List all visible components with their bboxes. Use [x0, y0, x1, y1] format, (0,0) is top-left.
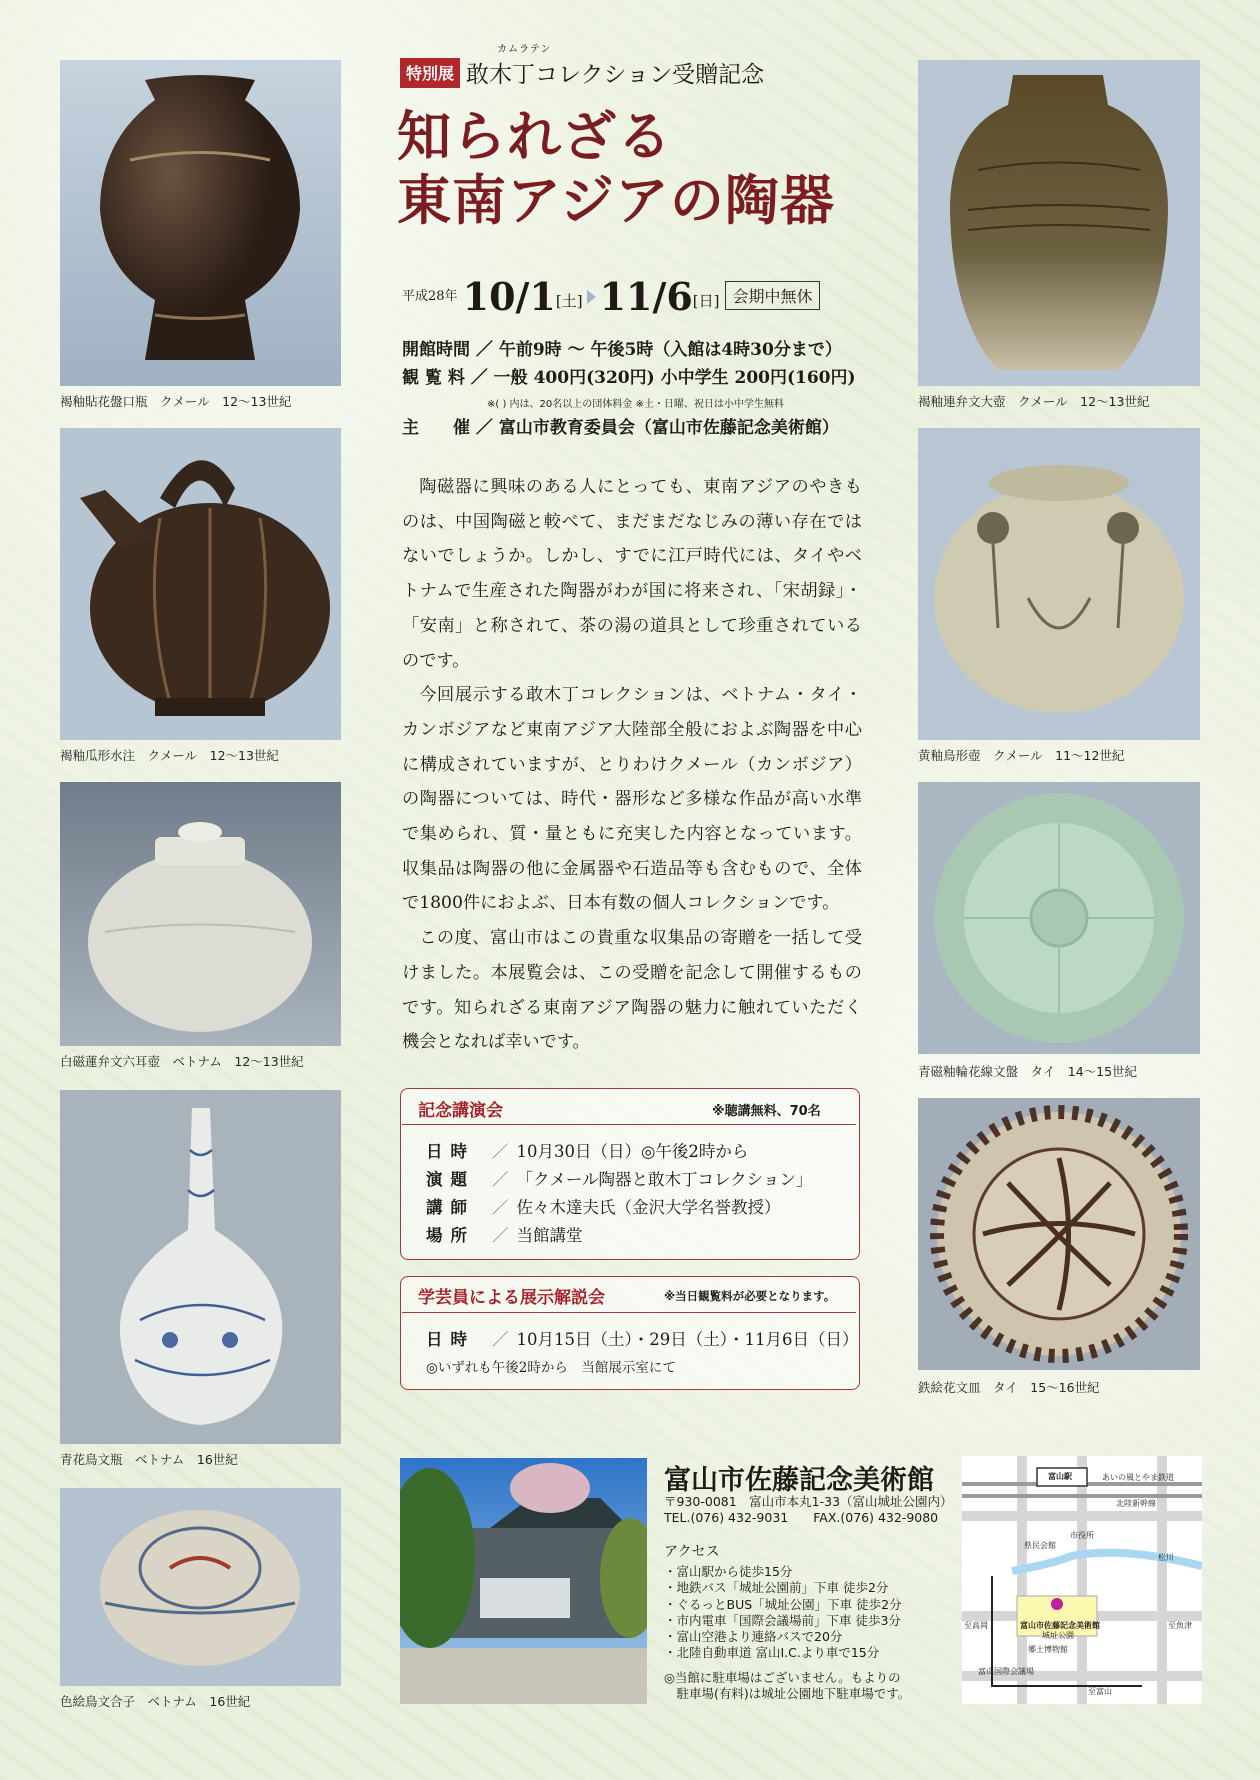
museum-address: 〒930-0081 富山市本丸1-33（富山城址公園内）	[664, 1494, 953, 1509]
exhibition-dates	[402, 274, 820, 319]
lecture-title: 記念講演会	[418, 1101, 503, 1121]
photo-white-jar	[60, 782, 341, 1046]
map-convention-label: 富山国際会議場	[978, 1667, 1034, 1676]
caption-left-1: 褐釉貼花盤口瓶 クメール 12〜13世紀	[60, 394, 292, 409]
access-item: ・ぐるっとBUS「城址公園」下車 徒歩2分	[664, 1596, 902, 1612]
intro-paragraph-1: 陶磁器に興味のある人にとっても、東南アジアのやきものは、中国陶磁と較べて、まだまだなじみの薄い存在ではないでしょうか。しかし、すでに江戸時代には、タイやベトナムで生産された陶器がわが国に将来され、「宋胡録」・「安南」と称されて、茶の湯の道具として珍重されているのです。	[402, 477, 862, 671]
intro-paragraph-3: この度、富山市はこの貴重な収集品の寄贈を一括して受けました。本展覧会は、この受贈を記念して開催するものです。知られざる東南アジア陶器の魅力に触れていただく機会となれば幸いです。	[402, 928, 862, 1053]
hours-text: 開館時間 ／ 午前9時 〜 午後5時（入館は4時30分まで）	[402, 340, 842, 360]
arrow-right-icon	[587, 290, 596, 304]
access-item: ・富山駅から徒歩15分	[664, 1564, 793, 1579]
gallery-talk-sub: ◎いずれも午後2時から 当館展示室にて	[426, 1360, 676, 1376]
title-line-1: 知られざる	[397, 104, 672, 168]
map-cityhall-label: 市役所	[1070, 1531, 1094, 1540]
caption-left-4: 青花鳥文瓶 ベトナム 16世紀	[60, 1452, 238, 1467]
photo-brown-vase	[60, 60, 341, 386]
access-map	[962, 1456, 1202, 1704]
lecture-divider	[402, 1124, 856, 1125]
lecture-row: 日時 ／ 10月30日（日）◎午後2時から	[426, 1142, 749, 1161]
map-kyodo-label: 郷土博物館	[1028, 1645, 1068, 1654]
map-park-label: 城址公園	[1042, 1631, 1074, 1640]
museum-contact: TEL.(076) 432-9031 FAX.(076) 432-9080	[664, 1510, 939, 1525]
photo-celadon-dish	[918, 782, 1200, 1054]
photo-blue-white-bottle	[60, 1090, 341, 1444]
map-to-uozu: 至魚津	[1168, 1621, 1192, 1630]
map-to-toyama: 至富山	[1088, 1687, 1112, 1696]
intro-body	[402, 470, 862, 1060]
map-museum-label: 富山市佐藤記念美術館	[1020, 1621, 1100, 1630]
access-title: アクセス	[664, 1544, 720, 1560]
caption-left-3: 白磁蓮弁文六耳壺 ベトナム 12〜13世紀	[60, 1054, 304, 1069]
photo-painted-box	[60, 1488, 341, 1686]
subtitle-ruby: カムラテン	[497, 44, 552, 55]
fee-text: 観 覧 料 ／ 一般 400円(320円) 小中学生 200円(160円)	[402, 368, 856, 388]
caption-left-2: 褐釉瓜形水注 クメール 12〜13世紀	[60, 748, 279, 763]
access-item: ・富山空港より連絡バスで20分	[664, 1629, 843, 1645]
gallery-talk-note: ※当日観覧料が必要となります。	[664, 1289, 836, 1303]
open-every-day-badge: 会期中無休	[725, 281, 819, 310]
gallery-talk-divider	[402, 1312, 856, 1313]
museum-building-photo	[400, 1458, 647, 1704]
map-railway-2: 北陸新幹線	[1116, 1499, 1156, 1508]
map-river-label: 松川	[1158, 1553, 1174, 1562]
museum-name: 富山市佐藤記念美術館	[664, 1465, 934, 1496]
access-item: ・北陸自動車道 富山I.C.より車で15分	[664, 1645, 880, 1661]
subtitle	[400, 56, 764, 89]
lecture-row: 講師 ／ 佐々木達夫氏（金沢大学名誉教授）	[426, 1198, 781, 1217]
lecture-row: 場所 ／ 当館講堂	[426, 1226, 583, 1245]
lecture-note: ※聴講無料、70名	[712, 1104, 821, 1119]
map-to-takaoka: 至高岡	[964, 1621, 988, 1630]
caption-right-3: 青磁釉輪花線文盤 タイ 14〜15世紀	[918, 1064, 1138, 1079]
gallery-talk-title: 学芸員による展示解説会	[418, 1288, 605, 1308]
era-label: 平成28年	[402, 289, 458, 304]
caption-right-4: 鉄絵花文皿 タイ 15〜16世紀	[918, 1380, 1100, 1395]
title-line-2: 東南アジアの陶器	[397, 168, 835, 232]
access-item: ・地鉄バス「城址公園前」下車 徒歩2分	[664, 1580, 889, 1596]
caption-right-2: 黄釉鳥形壺 クメール 11〜12世紀	[918, 748, 1125, 763]
caption-left-5: 色絵鳥文合子 ベトナム 16世紀	[60, 1694, 251, 1709]
fee-note: ※( ) 内は、20名以上の団体料金 ※土・日曜、祝日は小中学生無料	[487, 399, 784, 410]
lecture-row: 演題 ／ 「クメール陶器と敢木丁コレクション」	[426, 1170, 813, 1189]
end-date: 11/6	[599, 274, 693, 319]
special-exhibition-tag: 特別展	[400, 58, 460, 88]
photo-bird-jar	[918, 428, 1200, 740]
subtitle-text: 敢木丁コレクション受贈記念	[466, 62, 765, 88]
photo-large-jar	[918, 60, 1200, 386]
start-date: 10/1	[462, 274, 556, 319]
map-hall-label: 県民会館	[1024, 1541, 1056, 1550]
end-day: [日]	[692, 292, 720, 310]
map-station-label: 富山駅	[1048, 1472, 1072, 1481]
photo-iron-painted-plate	[918, 1098, 1200, 1370]
caption-right-1: 褐釉連弁文大壺 クメール 12〜13世紀	[918, 394, 1150, 409]
organizer-text: 主 催 ／ 富山市教育委員会（富山市佐藤記念美術館）	[402, 418, 839, 438]
parking-note: ◎当館に駐車場はございません。もよりの 駐車場(有料)は城址公園地下駐車場です。	[664, 1670, 911, 1702]
intro-paragraph-2: 今回展示する敢木丁コレクションは、ベトナム・タイ・カンボジアなど東南アジア大陸部全般におよぶ陶器を中心に構成されていますが、とりわけクメール（カンボジア）の陶器については、時代・器形など多様な作品が高い水準で集められ、質・量ともに充実した内容となっています。収集品は陶器の他に金属器や石造品等も含むもので、全体で1800件におよぶ、日本有数の個人コレクションです。	[402, 685, 862, 914]
access-item: ・市内電車「国際会議場前」下車 徒歩3分	[664, 1612, 901, 1628]
map-railway-1: あいの風とやま鉄道	[1102, 1473, 1174, 1482]
start-day: [土]	[555, 292, 583, 310]
photo-brown-ewer	[60, 428, 341, 740]
access-list	[664, 1564, 902, 1662]
exhibition-title	[397, 104, 835, 232]
gallery-talk-row: 日時 ／ 10月15日（土）・29日（土）・11月6日（日）	[426, 1330, 859, 1349]
